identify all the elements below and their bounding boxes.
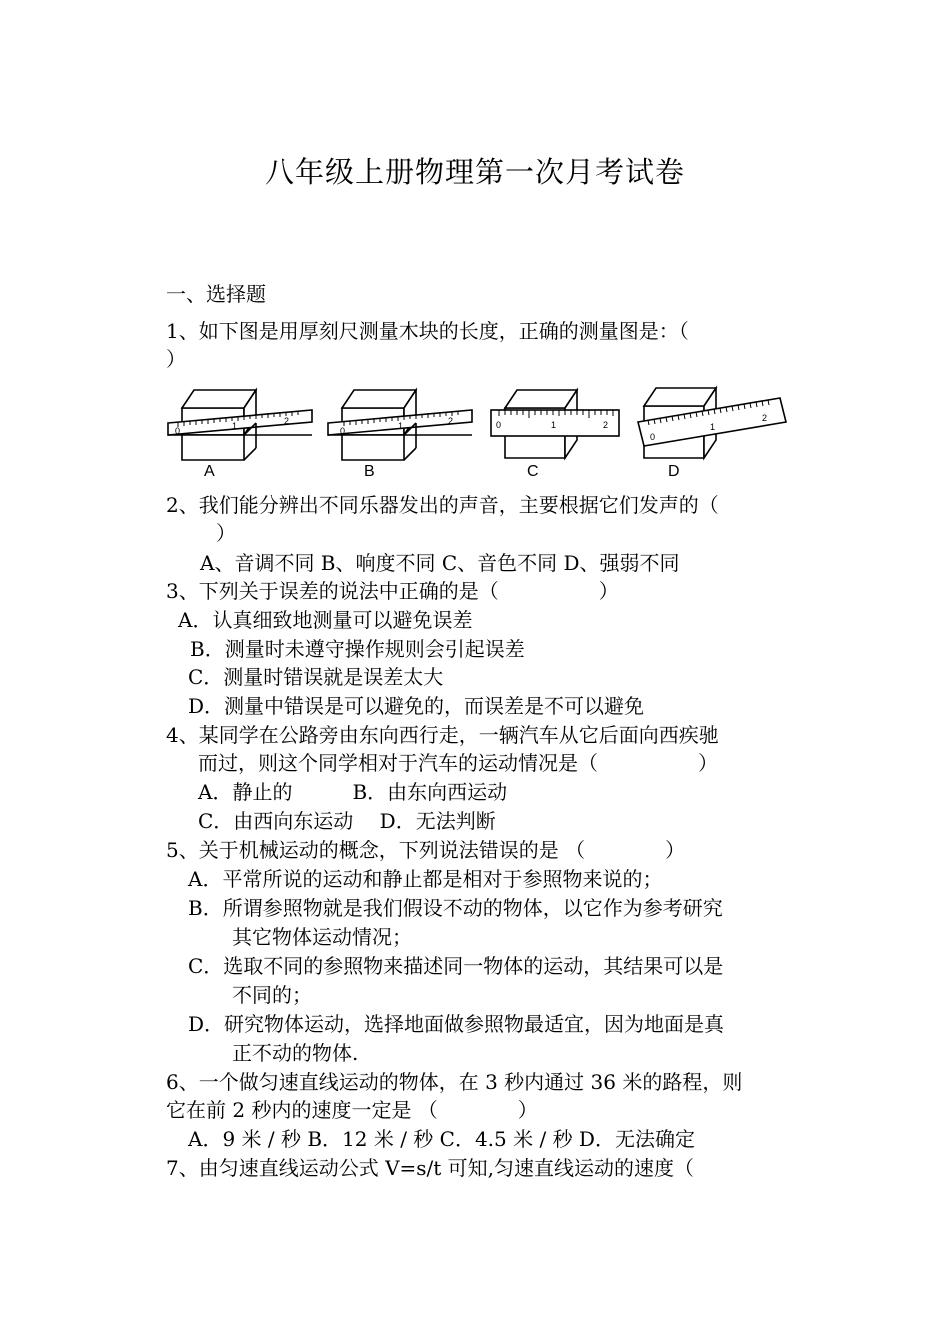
question-1-line-2: ）: [166, 347, 186, 371]
figure-b-tick-2: 2: [448, 416, 454, 426]
question-4-options-cd: C．由西向东运动 D．无法判断: [198, 809, 496, 833]
question-5-option-b-line-2: 其它物体运动情况；: [232, 925, 412, 949]
question-5-option-d-line-2: 正不动的物体.: [232, 1041, 359, 1065]
question-2-line-1: 2、我们能分辨出不同乐器发出的声音，主要根据它们发声的（: [166, 493, 719, 517]
figure-a-tick-2: 2: [284, 416, 290, 426]
question-3-stem: 3、下列关于误差的说法中正确的是（ ）: [166, 579, 619, 603]
figure-d-label: D: [668, 463, 680, 480]
section-heading: 一、选择题: [166, 282, 266, 306]
figure-c-label: C: [527, 463, 539, 480]
question-2-line-2: ）: [216, 521, 236, 545]
figure-a-tick-1: 1: [232, 421, 238, 431]
question-4-options-ab: A．静止的 B．由东向西运动: [198, 780, 508, 804]
figure-d: [638, 388, 786, 480]
question-6-options: A．9 米 / 秒 B．12 米 / 秒 C．4.5 米 / 秒 D．无法确定: [188, 1127, 695, 1151]
question-2-options: A、音调不同 B、响度不同 C、音色不同 D、强弱不同: [200, 551, 680, 575]
question-1-line-1: 1、如下图是用厚刻尺测量木块的长度，正确的测量图是：（: [166, 319, 689, 343]
figure-c: [491, 390, 619, 480]
figure-b: [328, 390, 472, 480]
question-3-option-d: D．测量中错误是可以避免的，而误差是不可以避免: [188, 694, 645, 718]
figure-b-label: B: [364, 463, 375, 480]
figure-d-tick-0: 0: [650, 432, 656, 442]
figure-a-label: A: [204, 463, 215, 480]
page-title: 八年级上册物理第一次月考试卷: [264, 155, 685, 189]
ruler-measurement-figure: [160, 378, 790, 483]
question-3-option-a: A．认真细致地测量可以避免误差: [178, 608, 473, 632]
figure-b-tick-0: 0: [340, 426, 346, 436]
question-5-option-c-line-2: 不同的；: [232, 983, 312, 1007]
question-5-stem: 5、关于机械运动的概念，下列说法错误的是 （ ）: [166, 838, 686, 862]
figure-b-tick-1: 1: [398, 421, 404, 431]
figure-a: [168, 390, 312, 480]
question-3-option-c: C．测量时错误就是误差太大: [188, 665, 444, 689]
question-4-line-1: 4、某同学在公路旁由东向西行走，一辆汽车从它后面向西疾驰: [166, 723, 719, 747]
figure-c-tick-1: 1: [551, 420, 557, 430]
question-5-option-d-line-1: D．研究物体运动，选择地面做参照物最适宜，因为地面是真: [188, 1012, 725, 1036]
question-5-option-b-line-1: B．所谓参照物就是我们假设不动的物体，以它作为参考研究: [188, 896, 723, 920]
question-4-line-2: 而过，则这个同学相对于汽车的运动情况是（ ）: [198, 751, 718, 775]
question-7-line-1: 7、由匀速直线运动公式 V=s/t 可知,匀速直线运动的速度（: [166, 1156, 695, 1180]
question-5-option-c-line-1: C．选取不同的参照物来描述同一物体的运动，其结果可以是: [188, 954, 724, 978]
figure-d-tick-2: 2: [762, 413, 768, 423]
question-3-option-b: B．测量时未遵守操作规则会引起误差: [190, 637, 525, 661]
figure-a-tick-0: 0: [175, 426, 181, 436]
question-6-line-1: 6、一个做匀速直线运动的物体，在 3 秒内通过 36 米的路程，则: [166, 1070, 743, 1094]
question-6-line-2: 它在前 2 秒内的速度一定是 （ ）: [166, 1098, 538, 1122]
figure-c-tick-0: 0: [496, 420, 502, 430]
question-5-option-a: A．平常所说的运动和静止都是相对于参照物来说的；: [188, 867, 663, 891]
figure-c-tick-2: 2: [603, 420, 609, 430]
figure-d-tick-1: 1: [710, 422, 716, 432]
